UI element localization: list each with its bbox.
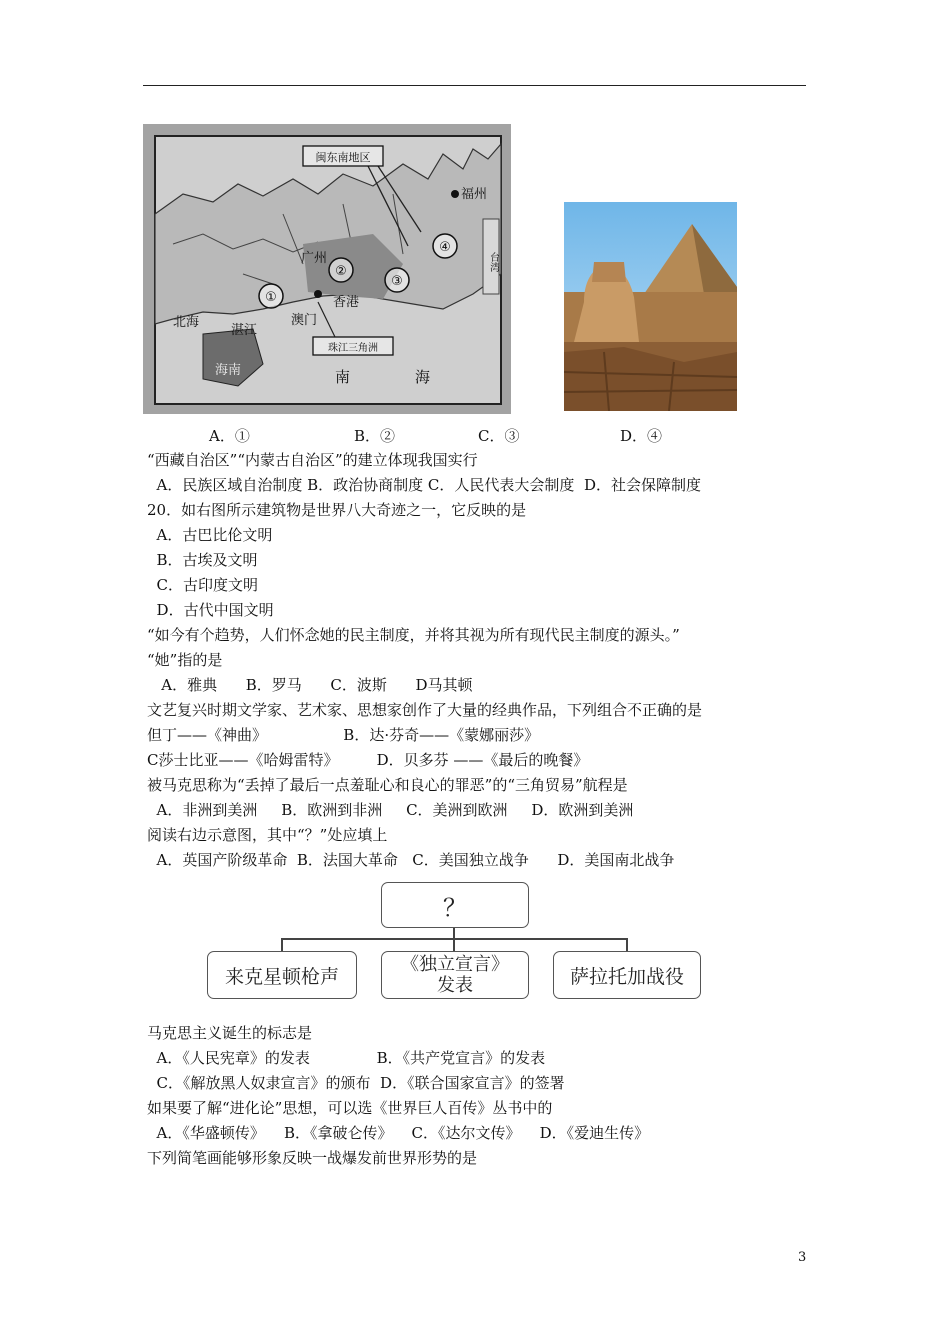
text-line: D．古代中国文明 xyxy=(147,601,274,619)
text-line: A．英国产阶级革命 B．法国大革命 C．美国独立战争 D．美国南北战争 xyxy=(147,851,675,869)
map-label-taiwan: 台湾 xyxy=(487,252,499,272)
q19-option-d: D．④ xyxy=(620,427,663,445)
text-line: A．《人民宪章》的发表 B．《共产党宣言》的发表 xyxy=(147,1049,546,1067)
flow-box-declaration xyxy=(381,951,529,999)
map-label-sea1: 南 xyxy=(335,368,351,386)
text-line: C．古印度文明 xyxy=(147,576,259,594)
map-marker-2: ② xyxy=(335,264,347,279)
map-label-zhanjiang: 湛江 xyxy=(231,323,258,338)
text-line: C莎士比亚——《哈姆雷特》 D．贝多芬 ——《最后的晚餐》 xyxy=(147,751,589,769)
sphinx-photo xyxy=(564,202,737,411)
text-line: “她”指的是 xyxy=(147,651,223,669)
map-marker-1: ① xyxy=(265,290,277,305)
text-line: 但丁——《神曲》 B．达·芬奇——《蒙娜丽莎》 xyxy=(147,726,540,744)
text-line: 马克思主义诞生的标志是 xyxy=(147,1024,313,1042)
map-label-guangzhou: 广州 xyxy=(301,251,328,266)
flow-box-lexington: 来克星顿枪声 xyxy=(207,951,357,999)
text-line: A．《华盛顿传》 B．《拿破仑传》 C．《达尔文传》 D．《爱迪生传》 xyxy=(147,1124,650,1142)
text-line: 文艺复兴时期文学家、艺术家、思想家创作了大量的经典作品，下列组合不正确的是 xyxy=(147,701,703,719)
flow-diagram xyxy=(207,882,702,1000)
map-label-hongkong: 香港 xyxy=(333,295,360,310)
text-line: “如今有个趋势，人们怀念她的民主制度，并将其视为所有现代民主制度的源头。” xyxy=(147,626,680,644)
text-line: 阅读右边示意图，其中“？”处应填上 xyxy=(147,826,388,844)
sphinx-pyramid-image xyxy=(564,202,737,411)
flow-box-declaration-line2: 发表 xyxy=(437,975,473,996)
map-label-macau: 澳门 xyxy=(291,313,318,328)
map-label-fuzhou: 福州 xyxy=(461,187,488,202)
map-figure xyxy=(143,124,511,414)
map-label-hainan: 海南 xyxy=(215,363,242,378)
text-line: 如果要了解“进化论”思想，可以选《世界巨人百传》丛书中的 xyxy=(147,1099,553,1117)
text-line: A．民族区域自治制度 B．政治协商制度 C．人民代表大会制度 D．社会保障制度 xyxy=(147,476,701,494)
map-marker-4: ④ xyxy=(439,240,451,255)
text-line: A．雅典 B．罗马 C．波斯 D马其顿 xyxy=(147,676,473,694)
header-rule xyxy=(143,85,806,86)
q19-option-a: A．① xyxy=(209,427,250,445)
flow-box-question: ？ xyxy=(381,882,529,928)
map-label-sea2: 海 xyxy=(415,368,431,386)
map-marker-3: ③ xyxy=(391,274,403,289)
map-image xyxy=(143,124,511,414)
q19-option-c: C．③ xyxy=(478,427,520,445)
page-number: 3 xyxy=(798,1250,807,1265)
q19-option-b: B．② xyxy=(354,427,396,445)
text-line: B．古埃及文明 xyxy=(147,551,258,569)
text-line: 被马克思称为“丢掉了最后一点羞耻心和良心的罪恶”的“三角贸易”航程是 xyxy=(147,776,628,794)
map-label-region: 闽东南地区 xyxy=(315,151,371,164)
map-label-beihai: 北海 xyxy=(173,315,200,330)
text-line: “西藏自治区”“内蒙古自治区”的建立体现我国实行 xyxy=(147,451,478,469)
text-line: C．《解放黑人奴隶宣言》的颁布 D．《联合国家宣言》的签署 xyxy=(147,1074,565,1092)
text-line: 下列简笔画能够形象反映一战爆发前世界形势的是 xyxy=(147,1149,478,1167)
map-label-delta: 珠江三角洲 xyxy=(328,343,378,354)
flow-box-saratoga: 萨拉托加战役 xyxy=(553,951,701,999)
text-line: A．非洲到美洲 B．欧洲到非洲 C．美洲到欧洲 D．欧洲到美洲 xyxy=(147,801,634,819)
text-line: 20．如右图所示建筑物是世界八大奇迹之一，它反映的是 xyxy=(147,501,527,519)
flow-box-declaration-line1: 《独立宣言》 xyxy=(401,954,509,975)
text-line: A．古巴比伦文明 xyxy=(147,526,273,544)
